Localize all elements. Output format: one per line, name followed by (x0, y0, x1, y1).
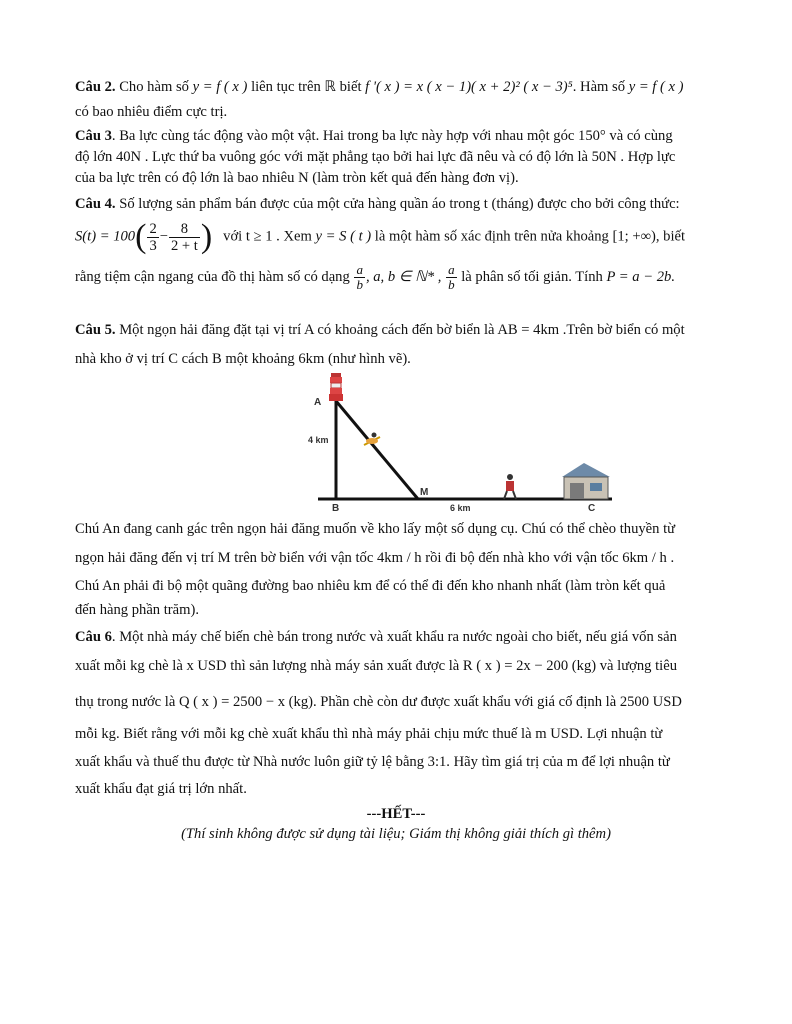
q3-line-1 (75, 128, 673, 145)
q4-text-2d: , biết (655, 228, 686, 245)
q5-line-6: đến hàng phần trăm). (75, 602, 200, 618)
label-b: B (332, 503, 340, 513)
q4-fraction-1-num: 2 (149, 220, 157, 237)
q4-text-3b: , a, b ∈ ℕ* , (365, 268, 442, 285)
q4-fraction-ab-2 (446, 263, 457, 292)
q2-text-b: liên tục trên ℝ biết (251, 79, 362, 95)
q5-line-1 (75, 322, 685, 339)
q4-text-2a: với t ≥ 1 . Xem (223, 228, 312, 245)
label-m: M (420, 487, 429, 498)
q4-fraction-ab-2-den: b (448, 277, 455, 292)
exam-note: (Thí sinh không được sử dụng tài liệu; Giám thị không giải thích gì thêm) (181, 826, 611, 842)
q4-line-1 (75, 196, 680, 213)
q4-text-3a: rằng tiệm cận ngang của đồ thị hàm số có dạng (75, 268, 350, 285)
q6-label: Câu 6 (75, 629, 112, 645)
right-paren: ) (200, 218, 213, 255)
q2-line-2: có bao nhiêu điểm cực trị. (75, 104, 228, 120)
q4-line-2: S(t) = 100( $\frac{2}{3}$ − $\frac{8}{2 + t}$ ) với t ≥ 1 . Xem y = S ( t ) là một hàm số xác định trên nửa khoảng [1; +∞), biết (75, 218, 686, 255)
q2-label: Câu 2. (75, 79, 116, 95)
label-4km: 4 km (308, 435, 329, 445)
q4-formula-lhs: S(t) = 100 (75, 228, 136, 245)
warehouse-icon (562, 463, 610, 499)
q2-function: y = f ( x ) (192, 79, 248, 95)
q3-line-2: độ lớn 40N . Lực thứ ba vuông góc với mặt phẳng tạo bởi hai lực đã nêu và có độ lớn là 50N . Hợp lực (75, 149, 676, 165)
q2-line-1 (75, 78, 684, 96)
q4-fraction-2-den: 2 + t (170, 237, 198, 254)
q4-fraction-1-den: 3 (149, 237, 157, 254)
q5-text-1: Một ngọn hải đăng đặt tại vị trí A có khoảng cách đến bờ biển là AB = 4km .Trên bờ biển có một (119, 322, 685, 338)
q4-text-3c: là phân số tối giản. Tính (461, 268, 603, 285)
q6-line-2: xuất mỗi kg chè là x USD thì sản lượng nhà máy sản xuất được là R ( x ) = 2x − 200 (kg) và lượng tiêu (75, 658, 677, 674)
q3-text-1: . Ba lực cùng tác động vào một vật. Hai trong ba lực này hợp với nhau một góc 150° và có cùng (111, 128, 673, 144)
q5-line-2: nhà kho ở vị trí C cách B một khoảng 6km (như hình vẽ). (75, 351, 411, 367)
q4-fraction-ab-den: b (356, 277, 363, 292)
walking-person-icon (504, 474, 516, 499)
q6-line-4: mỗi kg. Biết rằng với mỗi kg chè xuất khẩu thì nhà máy phải chịu mức thuế là m USD. Lợi nhuận từ (75, 726, 663, 742)
q4-fraction-ab-num: a (356, 262, 363, 277)
left-paren: ( (135, 218, 147, 255)
label-c: C (588, 503, 596, 513)
q4-fraction-ab-2-num: a (448, 262, 455, 277)
q6-line-3: thụ trong nước là Q ( x ) = 2500 − x (kg). Phần chè còn dư được xuất khẩu với giá cố định là 2500 USD (75, 694, 682, 710)
q5-label: Câu 5. (75, 322, 116, 338)
q4-label: Câu 4. (75, 196, 116, 212)
segment-am (336, 401, 418, 499)
q4-text-1: Số lượng sản phẩm bán được của một cửa hàng quần áo trong t (tháng) được cho bởi công thức: (119, 196, 680, 212)
q4-function: y = S ( t ) (315, 228, 372, 245)
q4-fraction-ab (354, 263, 365, 292)
label-6km: 6 km (450, 503, 471, 513)
q3-label: Câu 3 (75, 128, 112, 144)
q6-line-6: xuất khẩu đạt giá trị lớn nhất. (75, 781, 247, 797)
q5-line-5: Chú An phải đi bộ một quãng đường bao nhiêu km để có thể đi đến kho nhanh nhất (làm tròn kết quả (75, 578, 666, 594)
q4-fraction-1 (147, 221, 158, 254)
q6-line-5: xuất khẩu và thuế thu được từ Nhà nước luôn giữ tỷ lệ bằng 3:1. Hãy tìm giá trị của m để lợi nhuận từ (75, 754, 670, 770)
lighthouse-icon (329, 373, 343, 401)
q2-function-2: y = f ( x ) (628, 79, 684, 95)
q4-fraction-2-num: 8 (169, 221, 200, 238)
q4-text-2c: là một hàm số xác định trên nửa khoảng (374, 228, 609, 245)
q3-line-3: của ba lực trên có độ lớn là bao nhiêu N (làm tròn kết quả đến hàng đơn vị). (75, 170, 519, 186)
q2-text-c: . Hàm số (572, 79, 626, 95)
q6-line-1 (75, 629, 677, 646)
q5-line-4: ngọn hải đăng đến vị trí M trên bờ biển với vận tốc 4km / h rồi đi bộ đến nhà kho với vận tốc 6km / h . (75, 550, 675, 566)
q4-text-3d: P = a − 2b. (606, 268, 675, 285)
q4-interval: [1; +∞) (612, 228, 656, 245)
lighthouse-figure (300, 365, 620, 513)
q2-text-a: Cho hàm số (119, 79, 189, 95)
end-marker: ---HẾT--- (366, 806, 426, 822)
label-a: A (314, 397, 322, 408)
q2-derivative: f '( x ) = x ( x − 1)( x + 2)² ( x − 3)⁵ (365, 79, 573, 95)
q4-fraction-2 (169, 221, 200, 254)
q5-line-3: Chú An đang canh gác trên ngọn hải đăng muốn về kho lấy một số dụng cụ. Chú có thể chèo thuyền từ (75, 521, 676, 537)
q6-text-1: . Một nhà máy chế biến chè bán trong nước và xuất khẩu ra nước ngoài cho biết, nếu giá vốn sản (111, 629, 677, 645)
q4-line-3 (75, 263, 675, 292)
